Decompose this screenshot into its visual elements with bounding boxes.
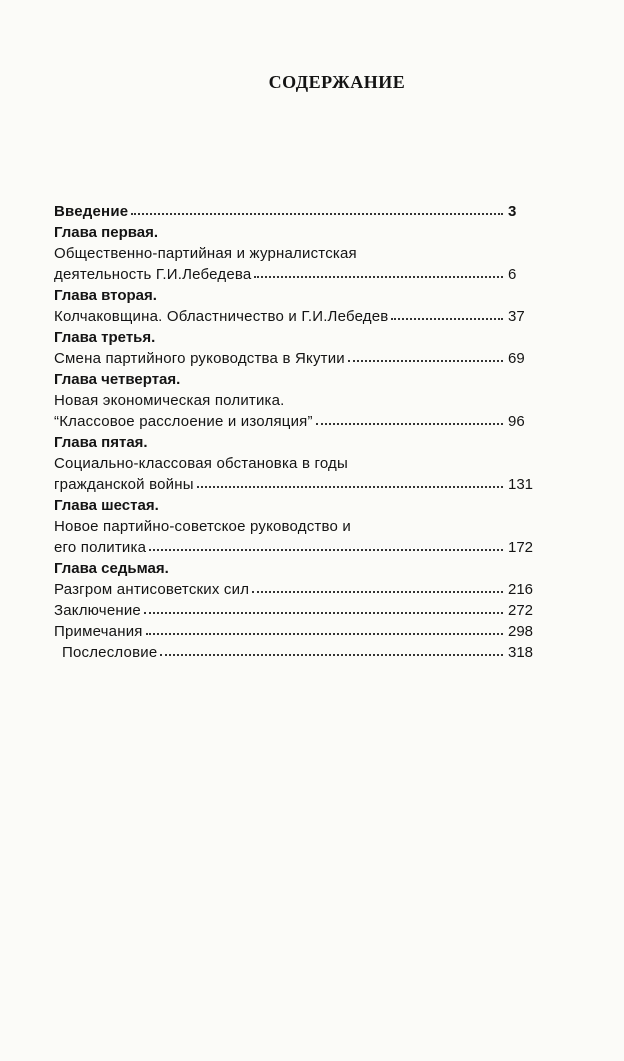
toc-entry-chapter-4[interactable]: [54, 411, 544, 432]
dot-leader: [160, 651, 503, 656]
toc-entry-label: Заключение: [54, 602, 141, 619]
chapter-4-title-line: Новая экономическая политика.: [54, 392, 285, 409]
chapter-4-heading: Глава четвертая.: [54, 371, 181, 388]
chapter-6-heading: Глава шестая.: [54, 497, 159, 514]
toc-page-number: 272: [508, 602, 534, 619]
toc-page-number: 131: [508, 476, 534, 493]
dot-leader: [316, 420, 503, 425]
toc-entry-conclusion[interactable]: [54, 600, 544, 621]
toc-entry-label: Смена партийного руководства в Якутии: [54, 350, 345, 367]
toc-page-number: 3: [508, 203, 517, 220]
toc-entry-label: Примечания: [54, 623, 143, 640]
toc-page-number: 37: [508, 308, 525, 325]
chapter-3-heading: Глава третья.: [54, 329, 156, 346]
chapter-5-heading: Глава пятая.: [54, 434, 148, 451]
toc-entry-label: Введение: [54, 203, 129, 220]
toc-page-number: 69: [508, 350, 525, 367]
toc-page-number: 298: [508, 623, 534, 640]
dot-leader: [131, 210, 503, 215]
dot-leader: [252, 588, 503, 593]
toc-page-number: 172: [508, 539, 534, 556]
dot-leader: [391, 315, 503, 320]
chapter-2-heading: Глава вторая.: [54, 287, 157, 304]
toc-page-number: 318: [508, 644, 534, 661]
page-title: СОДЕРЖАНИЕ: [268, 72, 406, 92]
toc-entry-label: его политика: [54, 539, 147, 556]
toc-entry-chapter-1[interactable]: [54, 264, 544, 285]
toc-entry-label: “Классовое расслоение и изоляция”: [54, 413, 313, 430]
toc-entry-chapter-6[interactable]: [54, 537, 544, 558]
toc-entry-chapter-3[interactable]: [54, 348, 544, 369]
dot-leader: [146, 630, 503, 635]
dot-leader: [149, 546, 503, 551]
chapter-5-title-line: Социально-классовая обстановка в годы: [54, 455, 348, 472]
reverse-page-bleed-through: [60, 690, 560, 1010]
chapter-7-heading: Глава седьмая.: [54, 560, 169, 577]
table-of-contents: [54, 201, 544, 663]
toc-page-number: 96: [508, 413, 525, 430]
toc-entry-notes[interactable]: [54, 621, 544, 642]
dot-leader: [254, 273, 503, 278]
toc-entry-afterword[interactable]: [54, 642, 544, 663]
toc-entry-intro[interactable]: [54, 201, 544, 222]
dot-leader: [348, 357, 503, 362]
chapter-6-title-line: Новое партийно-советское руководство и: [54, 518, 351, 535]
toc-page-number: 6: [508, 266, 517, 283]
chapter-1-title-line: Общественно-партийная и журналистская: [54, 245, 357, 262]
dot-leader: [197, 483, 503, 488]
toc-entry-chapter-7[interactable]: [54, 579, 544, 600]
chapter-1-heading: Глава первая.: [54, 224, 159, 241]
toc-page-number: 216: [508, 581, 534, 598]
toc-entry-label: деятельность Г.И.Лебедева: [54, 266, 252, 283]
toc-entry-label: Разгром антисоветских сил: [54, 581, 250, 598]
toc-entry-label: Колчаковщина. Областничество и Г.И.Лебедев: [54, 308, 389, 325]
toc-entry-label: гражданской войны: [54, 476, 194, 493]
toc-entry-chapter-2[interactable]: [54, 306, 544, 327]
toc-entry-chapter-5[interactable]: [54, 474, 544, 495]
dot-leader: [144, 609, 503, 614]
toc-entry-label: Послесловие: [62, 644, 158, 661]
